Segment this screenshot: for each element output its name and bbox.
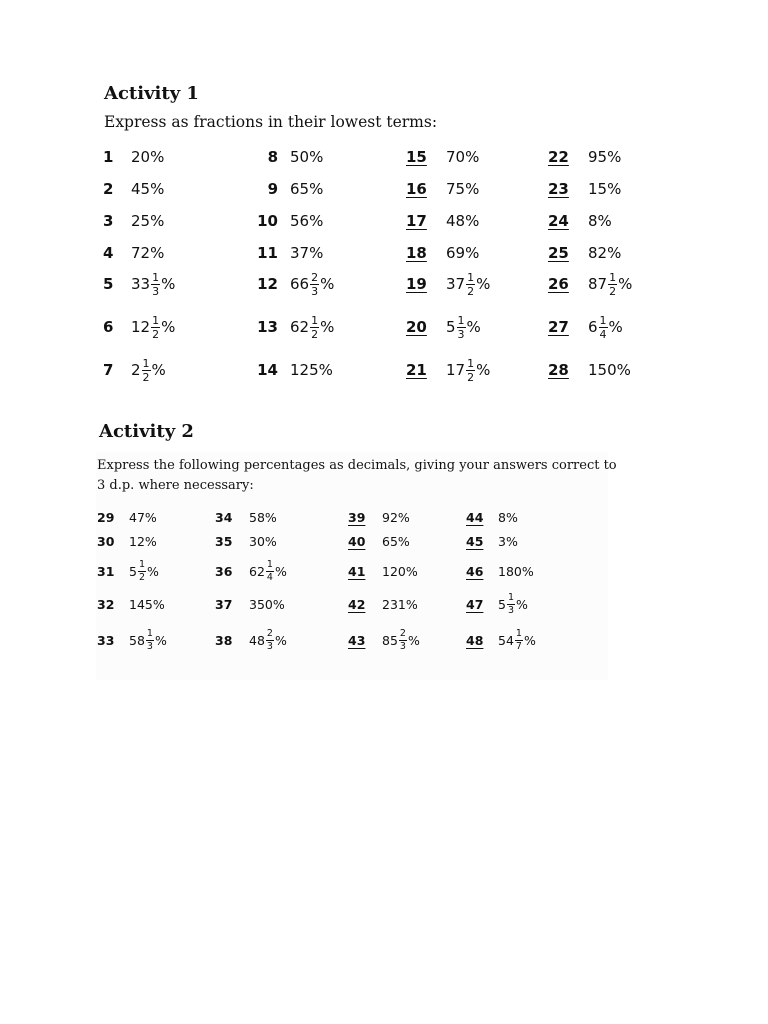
exercise-item [466, 630, 536, 650]
exercise-value [498, 564, 534, 579]
exercise-value [382, 534, 410, 549]
exercise-number: 36 [215, 563, 233, 579]
fraction-numerator: 2 [266, 628, 273, 639]
percent-sign: % [607, 244, 622, 262]
exercise-number: 30 [97, 533, 115, 549]
value-whole: 50 [290, 148, 310, 166]
value-whole: 17 [446, 361, 466, 379]
percent-sign: % [505, 533, 518, 549]
exercise-item [236, 358, 333, 382]
activity-2-instruction-line-1: Express the following percentages as decimals, giving your answers correct to [97, 458, 617, 473]
exercise-value [588, 212, 612, 230]
fraction-denominator: 3 [399, 640, 406, 652]
exercise-item [406, 241, 479, 265]
exercise-number: 2 [103, 180, 114, 198]
percent-sign: % [161, 318, 176, 336]
exercise-item [548, 177, 621, 201]
exercise-number: 21 [406, 361, 427, 379]
exercise-number: 24 [548, 212, 569, 230]
percent-sign: % [405, 596, 418, 612]
value-whole: 72 [131, 244, 151, 262]
exercise-item [406, 315, 481, 339]
value-fraction [457, 315, 466, 340]
exercise-value [131, 315, 175, 340]
value-fraction [266, 629, 274, 651]
fraction-denominator: 2 [152, 327, 160, 341]
percent-sign: % [150, 180, 165, 198]
exercise-item [236, 315, 334, 339]
exercise-number: 6 [103, 318, 114, 336]
exercise-number: 4 [103, 244, 114, 262]
fraction-numerator: 1 [142, 356, 150, 370]
value-whole: 65 [290, 180, 310, 198]
percent-sign: % [407, 632, 420, 648]
fraction-numerator: 1 [311, 313, 319, 327]
fraction-numerator: 1 [146, 628, 153, 639]
exercise-value [131, 272, 175, 297]
percent-sign: % [516, 596, 528, 612]
exercise-value [249, 597, 285, 612]
percent-sign: % [150, 212, 165, 230]
exercise-value [131, 180, 164, 198]
exercise-number: 29 [97, 509, 115, 525]
percent-sign: % [309, 212, 324, 230]
exercise-number: 40 [348, 533, 366, 549]
value-whole: 70 [446, 148, 466, 166]
exercise-item [466, 561, 534, 581]
fraction-denominator: 2 [138, 571, 145, 583]
exercise-number: 5 [103, 275, 114, 293]
exercise-number: 19 [406, 275, 427, 293]
exercise-value [446, 358, 490, 383]
exercise-item [548, 315, 623, 339]
exercise-item [103, 315, 175, 339]
percent-sign: % [521, 563, 534, 579]
exercise-value [290, 315, 334, 340]
value-whole: 231 [382, 596, 406, 612]
exercise-value [446, 180, 479, 198]
percent-sign: % [405, 563, 418, 579]
exercise-number: 41 [348, 563, 366, 579]
value-fraction [599, 315, 608, 340]
percent-sign: % [309, 148, 324, 166]
exercise-item [236, 145, 323, 169]
exercise-value [498, 534, 518, 549]
exercise-item [236, 209, 323, 233]
value-fraction [466, 358, 475, 383]
percent-sign: % [476, 275, 491, 293]
exercise-number: 1 [103, 148, 114, 166]
fraction-denominator: 2 [142, 370, 150, 384]
fraction-denominator: 3 [266, 640, 273, 652]
exercise-value [290, 272, 334, 297]
exercise-item [103, 145, 164, 169]
value-whole: 66 [290, 275, 310, 293]
exercise-number: 26 [548, 275, 569, 293]
percent-sign: % [476, 361, 491, 379]
exercise-value [588, 361, 631, 379]
exercise-item [348, 507, 410, 527]
exercise-value [131, 244, 164, 262]
exercise-item [236, 241, 323, 265]
exercise-item [97, 561, 159, 581]
exercise-item [97, 531, 157, 551]
exercise-value [588, 244, 621, 262]
exercise-number: 10 [257, 212, 278, 230]
exercise-number: 28 [548, 361, 569, 379]
percent-sign: % [154, 632, 167, 648]
exercise-number: 17 [406, 212, 427, 230]
exercise-value [131, 148, 164, 166]
fraction-numerator: 1 [457, 313, 465, 327]
exercise-value [249, 534, 277, 549]
fraction-numerator: 1 [467, 270, 475, 284]
exercise-value [588, 272, 632, 297]
exercise-value [446, 212, 479, 230]
activity-2-title: Activity 2 [99, 421, 194, 442]
value-whole: 30 [249, 533, 265, 549]
exercise-item [548, 241, 621, 265]
fraction-numerator: 1 [138, 559, 145, 570]
fraction-denominator: 4 [599, 327, 607, 341]
fraction-numerator: 1 [507, 592, 514, 603]
exercise-value [131, 212, 164, 230]
value-whole: 62 [290, 318, 310, 336]
exercise-item [548, 145, 621, 169]
exercise-item [466, 507, 518, 527]
exercise-item [103, 272, 175, 296]
exercise-item [236, 177, 323, 201]
fraction-numerator: 1 [152, 270, 160, 284]
percent-sign: % [465, 180, 480, 198]
activity-2-instruction-line-2: 3 d.p. where necessary: [97, 478, 254, 493]
value-fraction [310, 315, 319, 340]
value-whole: 48 [446, 212, 466, 230]
value-whole: 8 [498, 509, 506, 525]
value-whole: 65 [382, 533, 398, 549]
exercise-item [406, 177, 479, 201]
value-whole: 87 [588, 275, 608, 293]
value-whole: 95 [588, 148, 608, 166]
percent-sign: % [272, 596, 285, 612]
exercise-number: 8 [267, 148, 278, 166]
exercise-number: 27 [548, 318, 569, 336]
fraction-numerator: 1 [152, 313, 160, 327]
value-fraction [142, 358, 151, 383]
percent-sign: % [264, 509, 277, 525]
value-whole: 180 [498, 563, 522, 579]
exercise-number: 22 [548, 148, 569, 166]
percent-sign: % [465, 244, 480, 262]
percent-sign: % [144, 509, 157, 525]
exercise-value [498, 510, 518, 525]
value-whole: 82 [588, 244, 608, 262]
exercise-value [382, 597, 418, 612]
value-fraction [399, 629, 407, 651]
exercise-number: 32 [97, 596, 115, 612]
exercise-value [382, 564, 418, 579]
activity-1-title: Activity 1 [104, 83, 199, 104]
percent-sign: % [320, 275, 335, 293]
exercise-number: 34 [215, 509, 233, 525]
exercise-number: 16 [406, 180, 427, 198]
exercise-item [466, 594, 528, 614]
percent-sign: % [309, 180, 324, 198]
exercise-number: 38 [215, 632, 233, 648]
exercise-item [236, 272, 334, 296]
value-whole: 33 [131, 275, 151, 293]
exercise-value [446, 148, 479, 166]
exercise-value [249, 510, 277, 525]
exercise-value [249, 629, 287, 651]
value-fraction [146, 629, 154, 651]
exercise-item [97, 594, 165, 614]
percent-sign: % [397, 533, 410, 549]
exercise-value [249, 560, 287, 582]
exercise-item [103, 177, 164, 201]
percent-sign: % [465, 148, 480, 166]
percent-sign: % [147, 563, 159, 579]
exercise-number: 13 [257, 318, 278, 336]
fraction-denominator: 2 [467, 284, 475, 298]
exercise-item [348, 630, 420, 650]
exercise-number: 25 [548, 244, 569, 262]
exercise-value [446, 272, 490, 297]
exercise-item [97, 507, 157, 527]
percent-sign: % [274, 563, 287, 579]
value-whole: 12 [129, 533, 145, 549]
exercise-number: 11 [257, 244, 278, 262]
exercise-value [290, 148, 323, 166]
exercise-number: 47 [466, 596, 484, 612]
exercise-value [129, 597, 165, 612]
percent-sign: % [151, 361, 166, 379]
exercise-value [382, 510, 410, 525]
exercise-number: 45 [466, 533, 484, 549]
exercise-item [103, 241, 164, 265]
percent-sign: % [150, 244, 165, 262]
percent-sign: % [274, 632, 287, 648]
value-whole: 56 [290, 212, 310, 230]
fraction-numerator: 2 [399, 628, 406, 639]
value-fraction [608, 272, 617, 297]
exercise-number: 42 [348, 596, 366, 612]
value-whole: 37 [290, 244, 310, 262]
value-whole: 54 [498, 632, 514, 648]
fraction-denominator: 3 [507, 604, 514, 616]
exercise-number: 14 [257, 361, 278, 379]
value-whole: 62 [249, 563, 265, 579]
value-whole: 85 [382, 632, 398, 648]
percent-sign: % [397, 509, 410, 525]
value-whole: 15 [588, 180, 608, 198]
value-whole: 25 [131, 212, 151, 230]
fraction-denominator: 3 [152, 284, 160, 298]
value-whole: 5 [498, 596, 506, 612]
exercise-value [290, 361, 333, 379]
fraction-denominator: 2 [467, 370, 475, 384]
value-fraction [466, 272, 475, 297]
fraction-numerator: 1 [467, 356, 475, 370]
exercise-number: 31 [97, 563, 115, 579]
percent-sign: % [320, 318, 335, 336]
exercise-item [406, 209, 479, 233]
value-whole: 75 [446, 180, 466, 198]
percent-sign: % [465, 212, 480, 230]
percent-sign: % [152, 596, 165, 612]
exercise-item [215, 594, 285, 614]
exercise-value [129, 510, 157, 525]
percent-sign: % [608, 318, 623, 336]
exercise-number: 9 [267, 180, 278, 198]
exercise-item [406, 272, 490, 296]
fraction-denominator: 2 [311, 327, 319, 341]
fraction-numerator: 1 [515, 628, 522, 639]
value-fraction [507, 593, 515, 615]
percent-sign: % [466, 318, 481, 336]
percent-sign: % [607, 148, 622, 166]
exercise-item [406, 358, 490, 382]
percent-sign: % [161, 275, 176, 293]
exercise-item [348, 561, 418, 581]
value-whole: 2 [131, 361, 141, 379]
value-whole: 92 [382, 509, 398, 525]
exercise-number: 7 [103, 361, 114, 379]
fraction-denominator: 4 [266, 571, 273, 583]
exercise-number: 12 [257, 275, 278, 293]
value-fraction [138, 560, 146, 582]
exercise-item [103, 209, 164, 233]
exercise-value [382, 629, 420, 651]
fraction-numerator: 1 [609, 270, 617, 284]
exercise-value [290, 244, 323, 262]
exercise-item [348, 594, 418, 614]
exercise-item [348, 531, 410, 551]
value-whole: 145 [129, 596, 153, 612]
exercise-number: 3 [103, 212, 114, 230]
value-fraction [151, 272, 160, 297]
value-whole: 12 [131, 318, 151, 336]
value-whole: 48 [249, 632, 265, 648]
fraction-numerator: 1 [599, 313, 607, 327]
percent-sign: % [309, 244, 324, 262]
exercise-item [97, 630, 167, 650]
exercise-value [446, 244, 479, 262]
exercise-item [215, 531, 277, 551]
value-whole: 58 [249, 509, 265, 525]
value-fraction [266, 560, 274, 582]
exercise-item [466, 531, 518, 551]
value-whole: 5 [446, 318, 456, 336]
fraction-denominator: 2 [609, 284, 617, 298]
exercise-value [131, 358, 166, 383]
exercise-number: 23 [548, 180, 569, 198]
value-whole: 45 [131, 180, 151, 198]
percent-sign: % [150, 148, 165, 166]
value-whole: 8 [588, 212, 598, 230]
exercise-value [588, 315, 623, 340]
exercise-value [588, 180, 621, 198]
exercise-value [290, 180, 323, 198]
value-whole: 20 [131, 148, 151, 166]
percent-sign: % [607, 180, 622, 198]
exercise-number: 18 [406, 244, 427, 262]
value-fraction [310, 272, 319, 297]
fraction-numerator: 2 [311, 270, 319, 284]
percent-sign: % [144, 533, 157, 549]
exercise-number: 43 [348, 632, 366, 648]
exercise-item [103, 358, 166, 382]
exercise-number: 44 [466, 509, 484, 525]
value-whole: 37 [446, 275, 466, 293]
percent-sign: % [505, 509, 518, 525]
exercise-item [548, 209, 612, 233]
exercise-value [129, 629, 167, 651]
exercise-item [406, 145, 479, 169]
value-whole: 47 [129, 509, 145, 525]
value-whole: 150 [588, 361, 617, 379]
fraction-denominator: 3 [457, 327, 465, 341]
value-whole: 58 [129, 632, 145, 648]
exercise-value [498, 593, 528, 615]
exercise-value [290, 212, 323, 230]
percent-sign: % [523, 632, 536, 648]
value-whole: 3 [498, 533, 506, 549]
exercise-number: 46 [466, 563, 484, 579]
value-whole: 350 [249, 596, 273, 612]
exercise-value [129, 560, 159, 582]
exercise-number: 15 [406, 148, 427, 166]
value-whole: 5 [129, 563, 137, 579]
value-whole: 125 [290, 361, 319, 379]
value-whole: 69 [446, 244, 466, 262]
exercise-number: 33 [97, 632, 115, 648]
percent-sign: % [616, 361, 631, 379]
percent-sign: % [264, 533, 277, 549]
percent-sign: % [318, 361, 333, 379]
exercise-number: 48 [466, 632, 484, 648]
exercise-value [129, 534, 157, 549]
exercise-value [446, 315, 481, 340]
value-fraction [515, 629, 523, 651]
fraction-denominator: 3 [146, 640, 153, 652]
value-whole: 120 [382, 563, 406, 579]
value-whole: 6 [588, 318, 598, 336]
percent-sign: % [618, 275, 633, 293]
fraction-numerator: 1 [266, 559, 273, 570]
exercise-item [548, 272, 632, 296]
exercise-number: 20 [406, 318, 427, 336]
exercise-item [215, 561, 287, 581]
exercise-item [215, 507, 277, 527]
exercise-number: 35 [215, 533, 233, 549]
fraction-denominator: 7 [515, 640, 522, 652]
exercise-value [588, 148, 621, 166]
activity-1-instruction: Express as fractions in their lowest terms: [104, 113, 438, 131]
percent-sign: % [597, 212, 612, 230]
exercise-number: 39 [348, 509, 366, 525]
exercise-value [498, 629, 536, 651]
exercise-item [548, 358, 631, 382]
fraction-denominator: 3 [311, 284, 319, 298]
exercise-number: 37 [215, 596, 233, 612]
value-fraction [151, 315, 160, 340]
exercise-item [215, 630, 287, 650]
